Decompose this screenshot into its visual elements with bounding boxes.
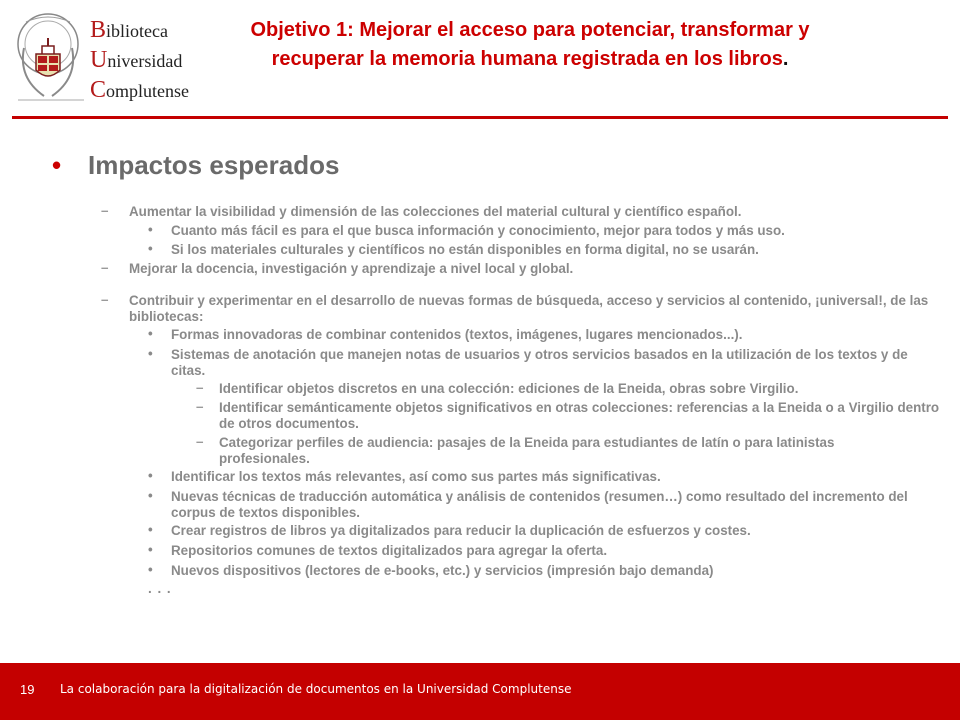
page-number: 19 bbox=[20, 682, 35, 697]
section-heading: • Impactos esperados bbox=[52, 150, 340, 180]
bullet-icon: • bbox=[52, 150, 62, 180]
list-item: Categorizar perfiles de audiencia: pasajes de la Eneida para estudiantes de latín o para latinistas profesionales. bbox=[219, 435, 835, 466]
list-item: Crear registros de libros ya digitalizados para reducir la duplicación de esfuerzos y costes. bbox=[171, 523, 751, 538]
dash-marker: – bbox=[196, 434, 204, 449]
list-item: Identificar los textos más relevantes, así como sus partes más significativas. bbox=[171, 469, 661, 484]
list-item: Sistemas de anotación que manejen notas de usuarios y otros servicios basados en la utilización de los textos y de citas. bbox=[171, 347, 908, 378]
bullet-marker: • bbox=[148, 326, 153, 341]
list-item: Formas innovadoras de combinar contenidos (textos, imágenes, lugares mencionados...). bbox=[171, 327, 743, 342]
bullet-marker: • bbox=[148, 522, 153, 537]
bullet-marker: • bbox=[148, 542, 153, 557]
list-item: Mejorar la docencia, investigación y aprendizaje a nivel local y global. bbox=[129, 261, 574, 276]
list-item: Aumentar la visibilidad y dimensión de las colecciones del material cultural y científico español. bbox=[129, 204, 742, 219]
list-item: Identificar objetos discretos en una colección: ediciones de la Eneida, obras sobre Virgilio. bbox=[219, 381, 799, 396]
dash-marker: – bbox=[196, 399, 204, 414]
list-item: Cuanto más fácil es para el que busca información y conocimiento, mejor para todos y más uso. bbox=[171, 223, 785, 238]
footer-text: La colaboración para la digitalización de documentos en la Universidad Complutense bbox=[60, 682, 572, 696]
list-item: Nuevos dispositivos (lectores de e-books, etc.) y servicios (impresión bajo demanda) bbox=[171, 563, 714, 578]
slide-title-line-2: recuperar la memoria humana registrada en los libros. bbox=[271, 48, 789, 70]
list-item: Repositorios comunes de textos digitalizados para agregar la oferta. bbox=[171, 543, 608, 558]
list-item: Nuevas técnicas de traducción automática y análisis de contenidos (resumen…) como resultado del incremento del corpus de textos disponibles. bbox=[171, 489, 908, 520]
footer-bar bbox=[0, 663, 960, 720]
bullet-marker: • bbox=[148, 468, 153, 483]
dash-marker: – bbox=[101, 292, 109, 307]
list-item: Contribuir y experimentar en el desarrollo de nuevas formas de búsqueda, acceso y servicios al contenido, ¡universal!, de las bibliotecas: bbox=[129, 293, 929, 324]
slide-title bbox=[186, 16, 874, 74]
logo-line-complutense: Complutense bbox=[90, 77, 190, 103]
list-item: Si los materiales culturales y científicos no están disponibles en forma digital, no se usarán. bbox=[171, 242, 759, 257]
bullet-marker: • bbox=[148, 222, 153, 237]
bullet-marker: • bbox=[148, 488, 153, 503]
logo-line-universidad: Universidad bbox=[90, 47, 183, 73]
logo-line-biblioteca: Biblioteca bbox=[90, 17, 168, 43]
bullet-marker: • bbox=[148, 346, 153, 361]
university-crest-icon bbox=[14, 8, 90, 104]
list-item: Identificar semánticamente objetos significativos en otras colecciones: referencias a la Eneida o a Virgilio dentro de otros documentos. bbox=[219, 400, 940, 431]
ellipsis: . . . bbox=[148, 581, 172, 596]
slide-title-line-1: Objetivo 1: Mejorar el acceso para potenciar, transformar y bbox=[250, 19, 810, 41]
header-divider bbox=[12, 116, 948, 119]
dash-marker: – bbox=[101, 203, 109, 218]
bullet-marker: • bbox=[148, 562, 153, 577]
library-logo bbox=[14, 8, 210, 104]
dash-marker: – bbox=[101, 260, 109, 275]
bullet-marker: • bbox=[148, 241, 153, 256]
dash-marker: – bbox=[196, 380, 204, 395]
